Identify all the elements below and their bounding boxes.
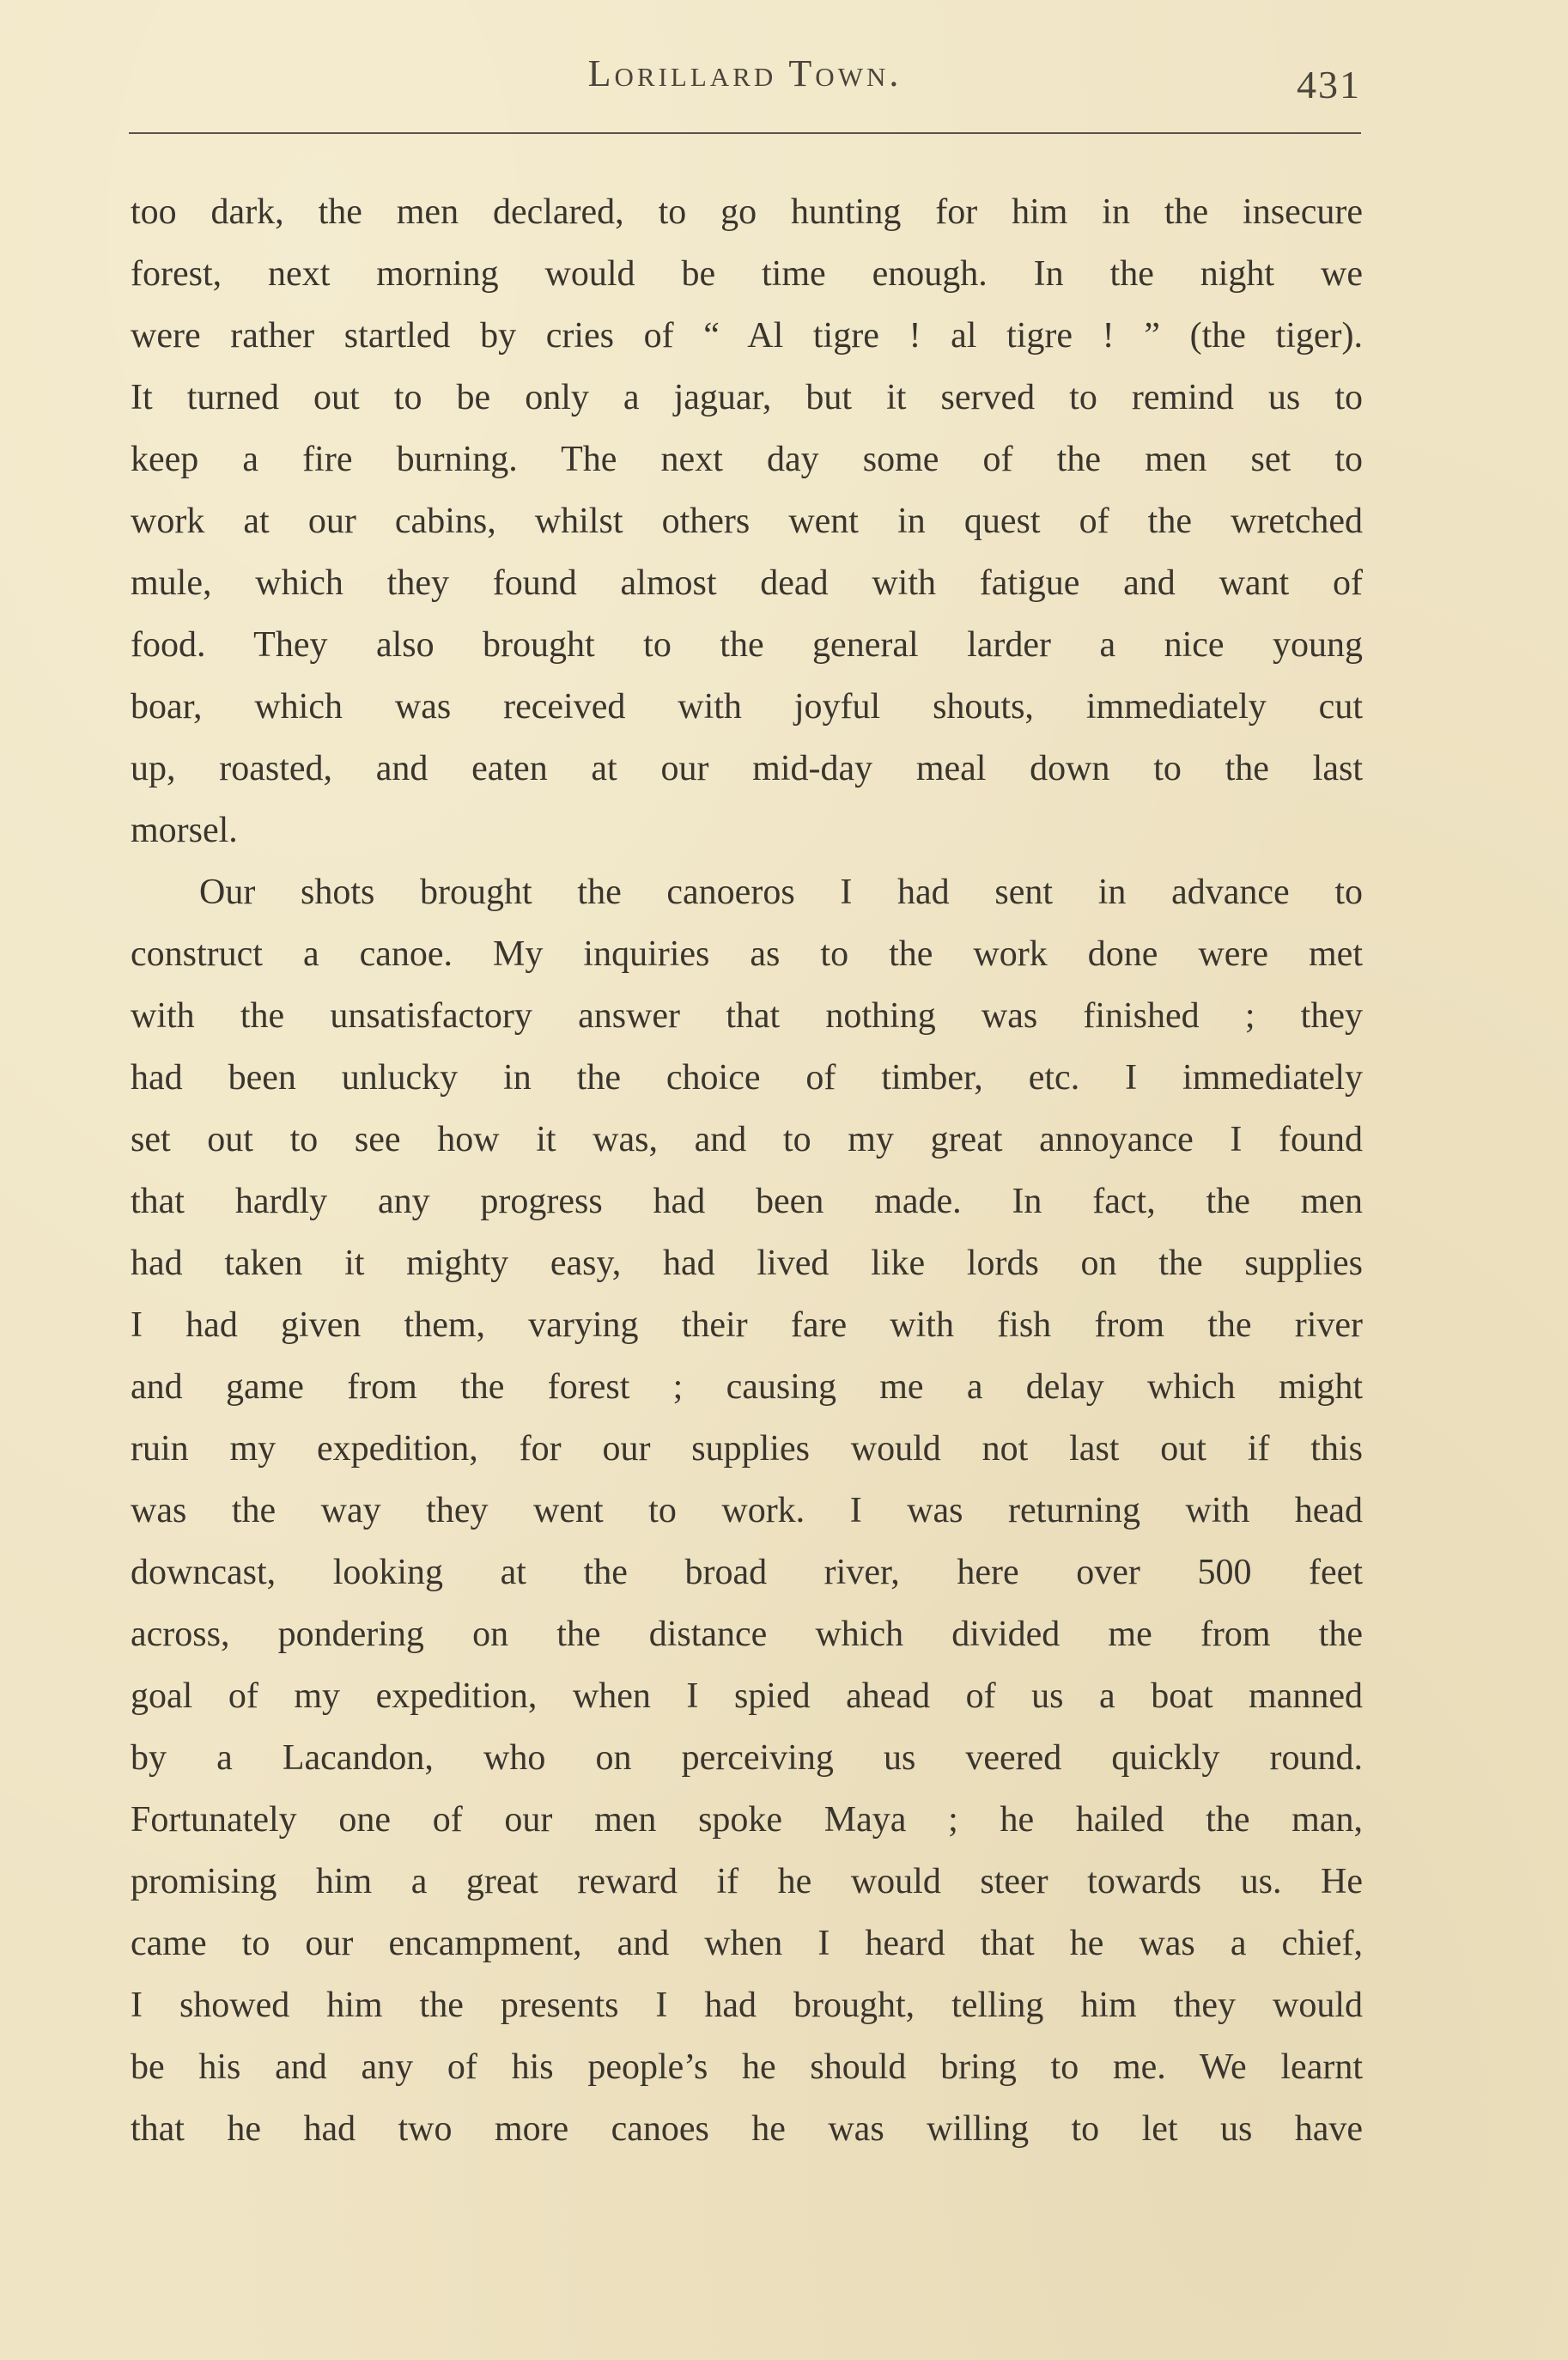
- text-line: with the unsatisfactory answer that nothing was finished ; they: [131, 996, 1363, 1036]
- text-line: downcast, looking at the broad river, here over 500 feet: [131, 1553, 1363, 1592]
- text-line: across, pondering on the distance which divided me from the: [131, 1615, 1363, 1654]
- running-head: [129, 45, 1361, 113]
- text-line: I showed him the presents I had brought, telling him they would: [131, 1986, 1363, 2025]
- header-rule: [129, 132, 1361, 134]
- paragraph-first-line: Our shots brought the canoeros I had sent in advance to: [199, 873, 1363, 912]
- text-line: construct a canoe. My inquiries as to the work done were met: [131, 934, 1363, 974]
- text-line: promising him a great reward if he would steer towards us. He: [131, 1862, 1363, 1901]
- text-line: set out to see how it was, and to my great annoyance I found: [131, 1120, 1363, 1159]
- text-line: was the way they went to work. I was returning with head: [131, 1491, 1363, 1530]
- paragraph-last-line: morsel.: [131, 811, 238, 850]
- running-title: Lorillard Town.: [587, 52, 903, 94]
- text-line: be his and any of his people’s he should bring to me. We learnt: [131, 2047, 1363, 2087]
- text-line: had taken it mighty easy, had lived like lords on the supplies: [131, 1244, 1363, 1283]
- text-line: were rather startled by cries of “ Al tigre ! al tigre ! ” (the tiger).: [131, 316, 1363, 356]
- text-line: that he had two more canoes he was willing to let us have: [131, 2109, 1363, 2149]
- text-line: food. They also brought to the general larder a nice young: [131, 625, 1363, 665]
- page-number: 431: [1297, 63, 1361, 106]
- text-line: by a Lacandon, who on perceiving us veered quickly round.: [131, 1738, 1363, 1778]
- text-line: boar, which was received with joyful shouts, immediately cut: [131, 687, 1363, 727]
- text-line: work at our cabins, whilst others went in quest of the wretched: [131, 502, 1363, 541]
- text-line: forest, next morning would be time enough. In the night we: [131, 254, 1363, 294]
- text-line: I had given them, varying their fare with fish from the river: [131, 1305, 1363, 1345]
- text-line: Fortunately one of our men spoke Maya ; he hailed the man,: [131, 1800, 1363, 1840]
- text-line: up, roasted, and eaten at our mid-day meal down to the last: [131, 749, 1363, 788]
- text-line: that hardly any progress had been made. In fact, the men: [131, 1182, 1363, 1221]
- text-line: had been unlucky in the choice of timber, etc. I immediately: [131, 1058, 1363, 1098]
- text-line: It turned out to be only a jaguar, but it served to remind us to: [131, 378, 1363, 417]
- text-line: goal of my expedition, when I spied ahead of us a boat manned: [131, 1676, 1363, 1716]
- text-line: came to our encampment, and when I heard that he was a chief,: [131, 1924, 1363, 1963]
- body-text: [131, 181, 1363, 2160]
- text-line: mule, which they found almost dead with fatigue and want of: [131, 563, 1363, 603]
- text-line: too dark, the men declared, to go hunting for him in the insecure: [131, 192, 1363, 232]
- text-line: keep a fire burning. The next day some of the men set to: [131, 440, 1363, 479]
- text-line: ruin my expedition, for our supplies would not last out if this: [131, 1429, 1363, 1469]
- text-line: and game from the forest ; causing me a delay which might: [131, 1367, 1363, 1407]
